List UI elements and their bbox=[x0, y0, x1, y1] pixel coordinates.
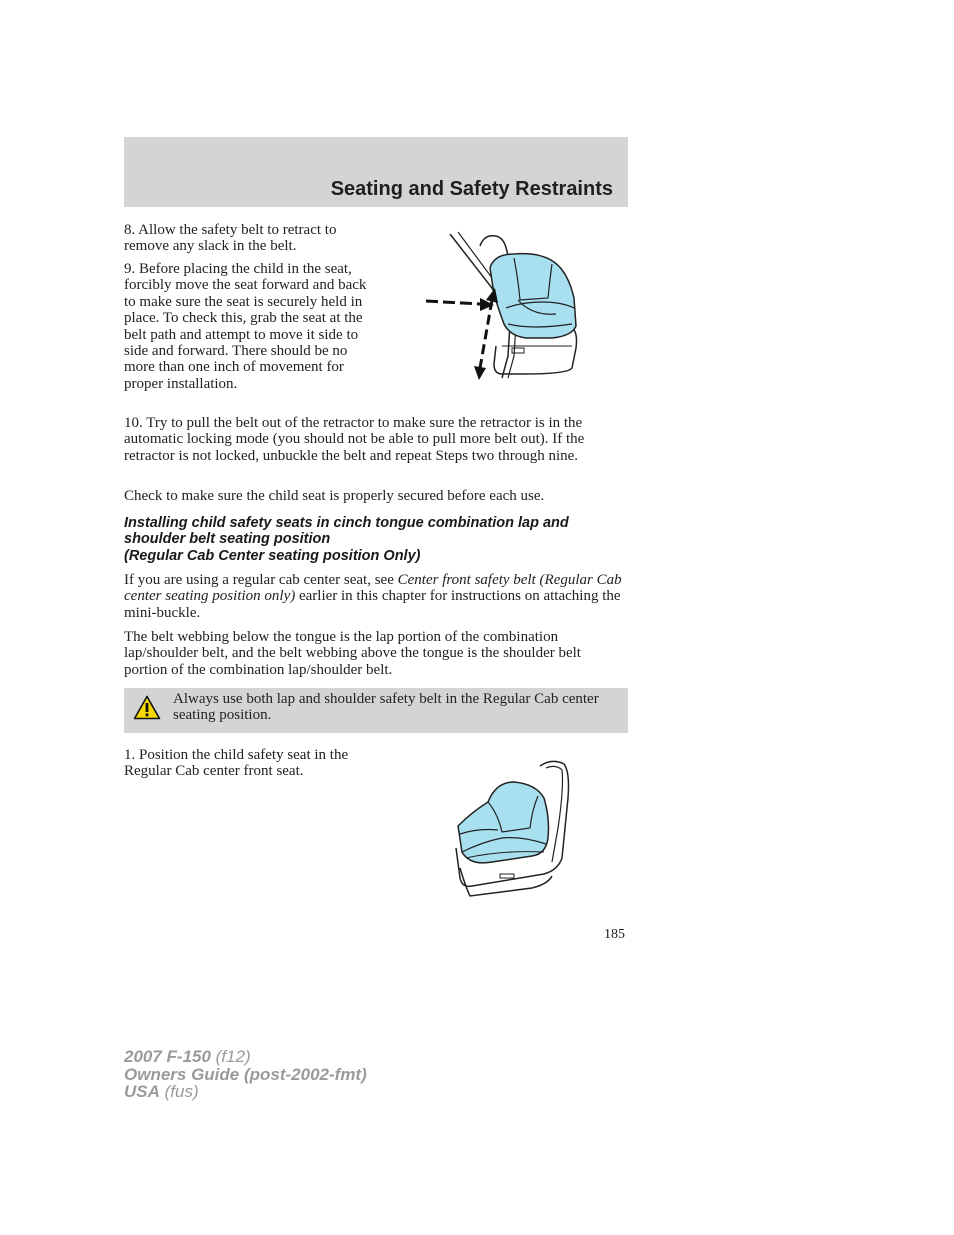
page-number: 185 bbox=[604, 927, 625, 942]
step-10-text: 10. Try to pull the belt out of the retractor to make sure the retractor is in the automatic locking mode (you should not be able to pull more belt out). If the retractor is not locked, unbuckle the belt and repeat Steps two through nine. bbox=[124, 415, 585, 464]
footer-market: USA bbox=[124, 1082, 160, 1101]
warning-box bbox=[124, 688, 628, 733]
warning-text: Always use both lap and shoulder safety belt in the Regular Cab center seating position. bbox=[173, 691, 599, 724]
step-9-text: 9. Before placing the child in the seat, forcibly move the seat forward and back to make sure the seat is securely held in place. To check this, grab the seat at the belt path and attempt to move it side to side and forward. There should be no more than one inch of movement for proper installation. bbox=[124, 261, 367, 392]
footer-guide: Owners Guide (post-2002-fmt) bbox=[124, 1064, 367, 1084]
subheading bbox=[124, 515, 628, 564]
footer-market-code: (fus) bbox=[159, 1082, 199, 1101]
section-header-band bbox=[124, 137, 628, 207]
subheading-line-3: (Regular Cab Center seating position Only) bbox=[124, 547, 421, 564]
check-text: Check to make sure the child seat is properly secured before each use. bbox=[124, 488, 545, 504]
paragraph-belt-webbing: The belt webbing below the tongue is the lap portion of the combination lap/shoulder belt, and the belt webbing above the tongue is the shoulder belt portion of the combination lap/shoulder belt. bbox=[124, 629, 581, 678]
subheading-line-1: Installing child safety seats in cinch tongue combination lap and bbox=[124, 515, 569, 531]
paragraph-cab-center-reference bbox=[124, 572, 628, 621]
paragraph-text: If you are using a regular cab center seat, see bbox=[124, 572, 398, 588]
step-8-text: 8. Allow the safety belt to retract to remove any slack in the belt. bbox=[124, 222, 337, 255]
child-seat-movement-illustration bbox=[422, 228, 582, 384]
cross-reference: Center front safety belt (Regular Cab center seating position only) bbox=[124, 572, 622, 605]
paragraph-text: earlier in this chapter for instructions on attaching the mini-buckle. bbox=[124, 588, 621, 621]
warning-triangle-icon bbox=[133, 695, 161, 720]
section-title: Seating and Safety Restraints bbox=[330, 178, 613, 200]
document-footer bbox=[124, 1048, 367, 1101]
subheading-line-2: shoulder belt seating position bbox=[124, 531, 331, 548]
child-seat-center-illustration bbox=[452, 758, 574, 902]
footer-model-code: (f12) bbox=[210, 1047, 251, 1066]
step-1-text: 1. Position the child safety seat in the Regular Cab center front seat. bbox=[124, 747, 349, 780]
footer-model: 2007 F-150 bbox=[124, 1047, 211, 1066]
